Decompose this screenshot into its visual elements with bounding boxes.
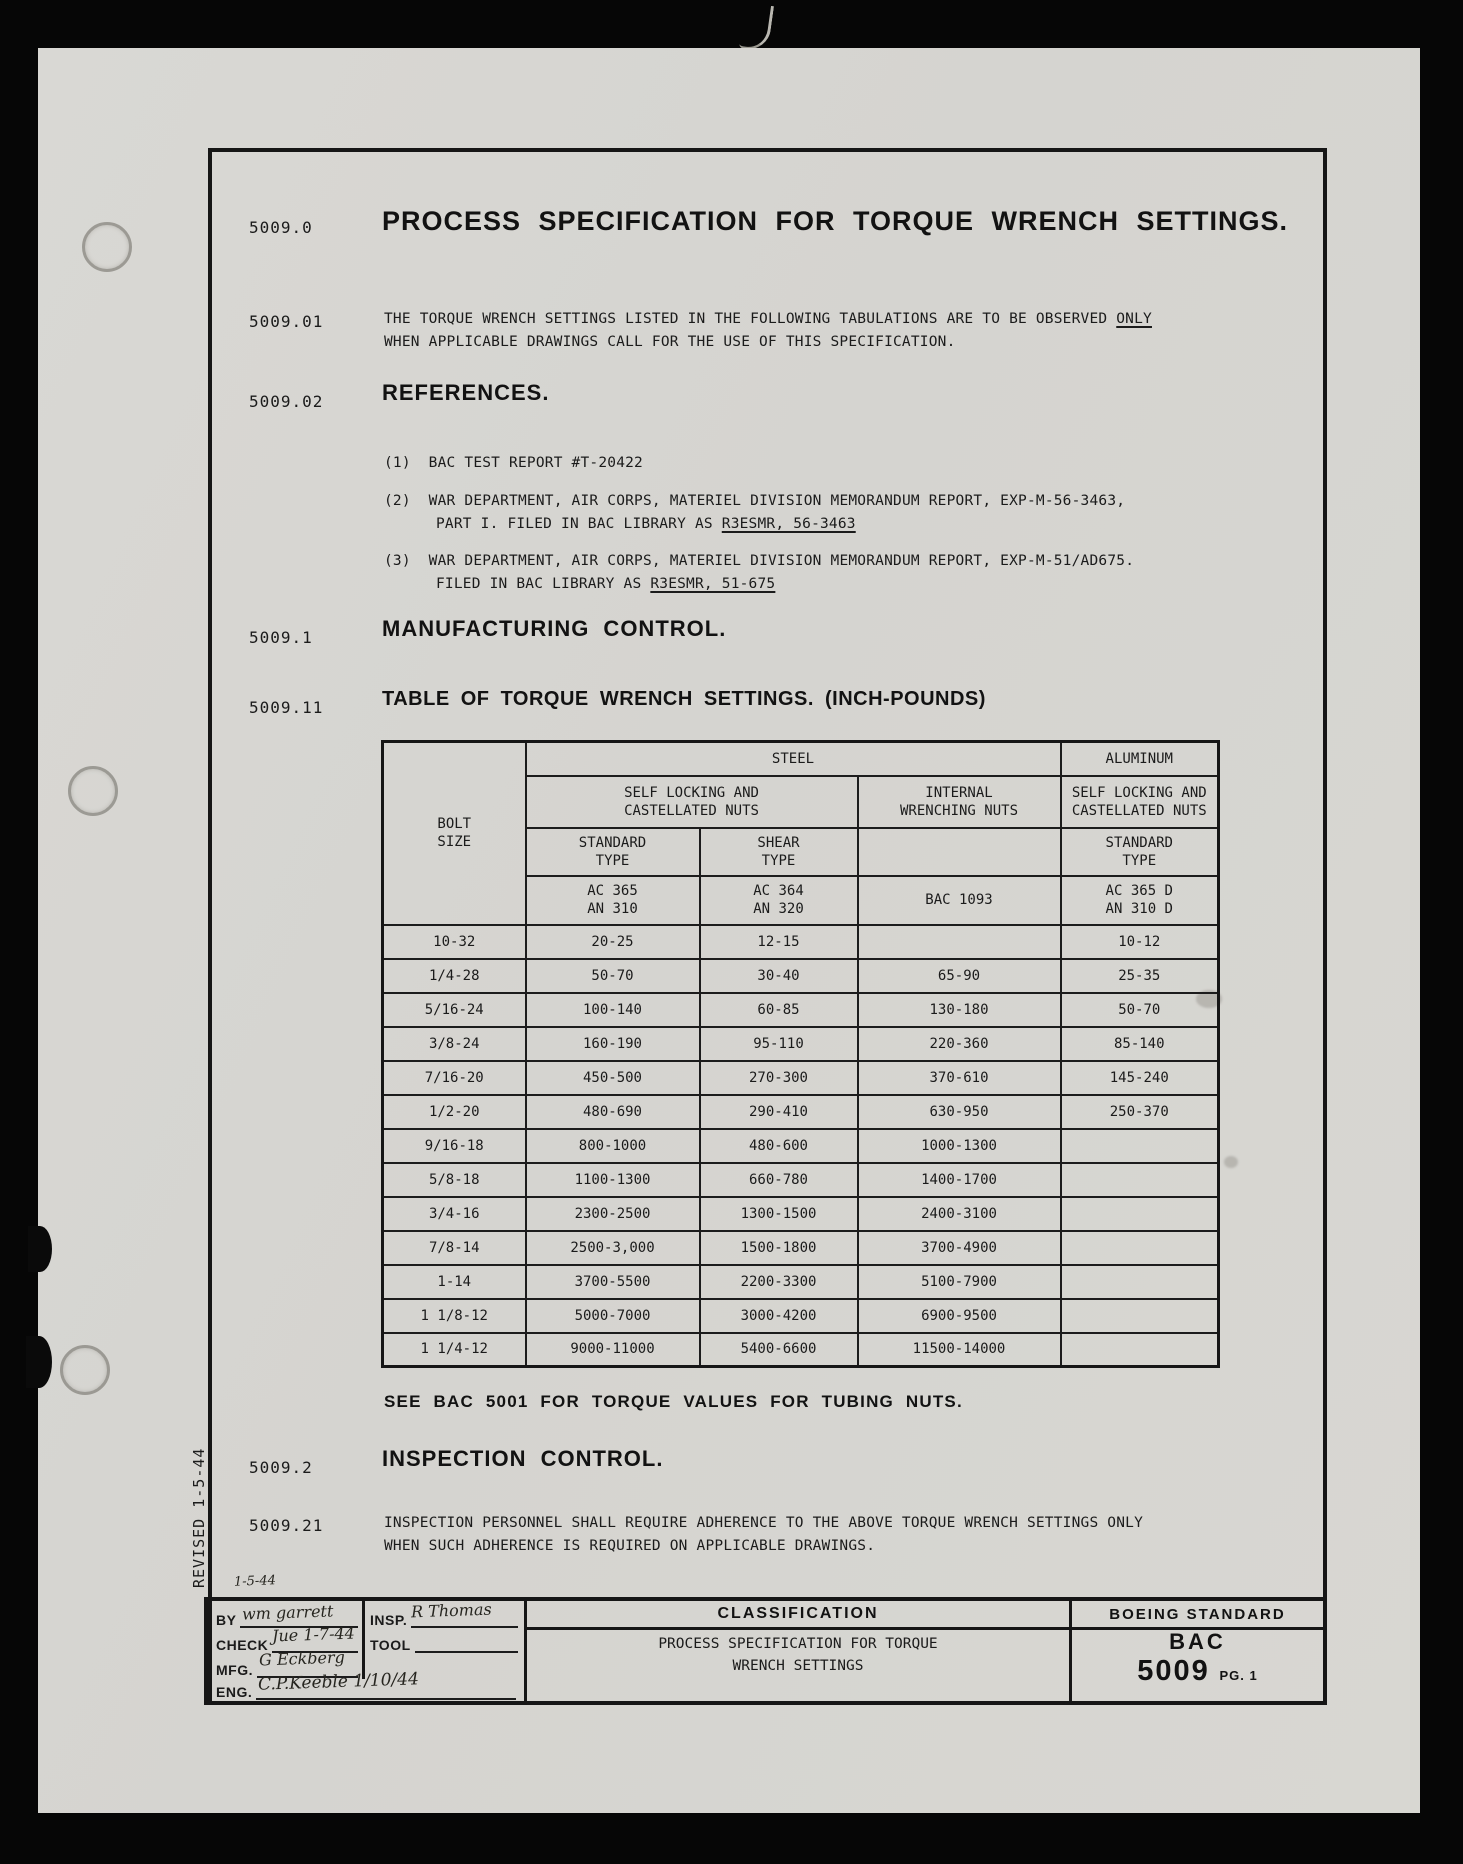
header-line: STANDARD (578, 834, 647, 851)
paragraph-5009-01 (384, 308, 1319, 354)
standard-torque-cell: 2300-2500 (526, 1197, 700, 1231)
bolt-size-cell: 3/4-16 (383, 1197, 526, 1231)
references-heading: REFERENCES. (382, 380, 550, 405)
spec-line: AN 310 (587, 901, 638, 917)
title-block (204, 1597, 1327, 1705)
bolt-size-cell: 5/16-24 (383, 993, 526, 1027)
tubing-nuts-note: SEE BAC 5001 FOR TORQUE VALUES FOR TUBING NUTS. (384, 1392, 963, 1411)
underlined-word: ONLY (1116, 311, 1152, 327)
torque-table-row (383, 1197, 1219, 1231)
shear-torque-cell: 2200-3300 (700, 1265, 858, 1299)
table-header-row-groups (383, 742, 1219, 776)
internal-torque-cell: 5100-7900 (858, 1265, 1061, 1299)
bolt-size-cell: 1/2-20 (383, 1095, 526, 1129)
shear-torque-cell: 1300-1500 (700, 1197, 858, 1231)
standard-torque-cell: 1100-1300 (526, 1163, 700, 1197)
standard-spec-cell (526, 876, 700, 925)
punch-hole-top (82, 222, 132, 272)
shear-torque-cell: 30-40 (700, 959, 858, 993)
shear-torque-cell: 290-410 (700, 1095, 858, 1129)
aluminum-torque-cell: 25-35 (1061, 959, 1219, 993)
boeing-standard-title: BOEING STANDARD (1109, 1605, 1286, 1623)
internal-torque-cell: 130-180 (858, 993, 1061, 1027)
paragraph-text: THE TORQUE WRENCH SETTINGS LISTED IN THE FOLLOWING TABULATIONS ARE TO BE OBSERVED (384, 311, 1117, 327)
classification-line: WRENCH SETTINGS (732, 1658, 864, 1674)
punch-hole-bottom (60, 1345, 110, 1395)
aluminum-torque-cell: 250-370 (1061, 1095, 1219, 1129)
section-number-5009-1: 5009.1 (249, 628, 313, 647)
header-line: BOLT (437, 816, 472, 833)
paragraph-5009-21 (384, 1512, 1319, 1558)
classification-title: CLASSIFICATION (717, 1605, 879, 1622)
standard-torque-cell: 50-70 (526, 959, 700, 993)
standard-torque-cell: 20-25 (526, 925, 700, 959)
standard-torque-cell: 160-190 (526, 1027, 700, 1061)
internal-wrenching-header (858, 776, 1061, 828)
standard-torque-cell: 9000-11000 (526, 1333, 700, 1367)
header-line: TYPE (595, 852, 630, 869)
section-number-5009-21: 5009.21 (249, 1516, 324, 1535)
internal-torque-cell: 3700-4900 (858, 1231, 1061, 1265)
header-line: SIZE (437, 834, 472, 851)
section-number-5009-2: 5009.2 (249, 1458, 313, 1477)
header-line: TYPE (761, 852, 796, 869)
internal-torque-cell: 65-90 (858, 959, 1061, 993)
header-line: CASTELLATED NUTS (624, 802, 759, 819)
torque-table-row (383, 925, 1219, 959)
spec-line: AC 365 D (1105, 883, 1173, 899)
bolt-size-cell: 9/16-18 (383, 1129, 526, 1163)
torque-table-row (383, 959, 1219, 993)
reference-text: WAR DEPARTMENT, AIR CORPS, MATERIEL DIVISION MEMORANDUM REPORT, EXP-M-51/AD675. (428, 553, 1135, 569)
paragraph-line: WHEN APPLICABLE DRAWINGS CALL FOR THE USE OF THIS SPECIFICATION. (384, 334, 956, 350)
spec-line: AN 320 (753, 901, 804, 917)
inspection-control-heading: INSPECTION CONTROL. (382, 1446, 664, 1471)
header-line: INTERNAL (925, 784, 993, 801)
mfg-signature: G Eckberg (258, 1647, 346, 1670)
aluminum-torque-cell: 50-70 (1061, 993, 1219, 1027)
aluminum-torque-cell (1061, 1129, 1219, 1163)
header-line: SHEAR (757, 834, 800, 851)
paragraph-line: WHEN SUCH ADHERENCE IS REQUIRED ON APPLICABLE DRAWINGS. (384, 1538, 876, 1554)
shear-torque-cell: 12-15 (700, 925, 858, 959)
aluminum-torque-cell: 145-240 (1061, 1061, 1219, 1095)
reference-line (384, 550, 1329, 573)
header-line: SELF LOCKING AND (1071, 784, 1207, 801)
reference-line (384, 573, 1329, 596)
torque-table-row (383, 1231, 1219, 1265)
table-heading: TABLE OF TORQUE WRENCH SETTINGS. (INCH-POUNDS) (382, 688, 986, 710)
punch-hole-middle (68, 766, 118, 816)
header-line: CASTELLATED NUTS (1071, 802, 1207, 819)
standard-page: PG. 1 (1219, 1668, 1258, 1683)
insp-signature-line (410, 1599, 518, 1628)
tool-label: TOOL (370, 1637, 411, 1653)
torque-table-row (383, 1265, 1219, 1299)
scan-artifact-edge-blob (26, 1336, 52, 1388)
section-number-5009-0: 5009.0 (249, 218, 313, 237)
aluminum-standard-type-header (1061, 828, 1219, 876)
classification-box (527, 1601, 1069, 1701)
standard-number-block (1072, 1629, 1323, 1688)
revised-note: REVISED 1-5-44 (190, 1447, 208, 1588)
paragraph-line (384, 308, 1319, 331)
standard-torque-cell: 480-690 (526, 1095, 700, 1129)
internal-torque-cell: 1400-1700 (858, 1163, 1061, 1197)
by-signature: wm garrett (242, 1601, 335, 1624)
torque-table-row (383, 1299, 1219, 1333)
section-number-5009-01: 5009.01 (249, 312, 324, 331)
torque-table-row (383, 1061, 1219, 1095)
standard-torque-cell: 450-500 (526, 1061, 700, 1095)
scan-artifact-edge-blob (28, 1226, 52, 1272)
internal-torque-cell: 220-360 (858, 1027, 1061, 1061)
aluminum-torque-cell (1061, 1299, 1219, 1333)
standard-number: 5009 (1137, 1655, 1210, 1687)
bolt-size-cell: 5/8-18 (383, 1163, 526, 1197)
shear-torque-cell: 5400-6600 (700, 1333, 858, 1367)
reference-text: FILED IN BAC LIBRARY AS (436, 576, 651, 592)
tool-row (370, 1628, 518, 1653)
page-title: PROCESS SPECIFICATION FOR TORQUE WRENCH SETTINGS. (382, 206, 1289, 236)
header-line: TYPE (1122, 852, 1157, 869)
reference-item-1 (384, 452, 1329, 475)
shear-torque-cell: 3000-4200 (700, 1299, 858, 1333)
standard-code: BAC (1169, 1629, 1226, 1654)
tool-signature-line (415, 1629, 518, 1653)
standard-type-header (526, 828, 700, 876)
scan-artifact-top-squiggle (739, 2, 774, 52)
eng-signature: C.P.Keeble 1/10/44 (257, 1669, 420, 1695)
by-label: BY (216, 1612, 237, 1628)
shear-torque-cell: 480-600 (700, 1129, 858, 1163)
reference-text: BAC TEST REPORT #T-20422 (428, 455, 643, 471)
manufacturing-control-heading: MANUFACTURING CONTROL. (382, 616, 727, 641)
internal-spec-cell: BAC 1093 (858, 876, 1061, 925)
spec-line: AC 364 (753, 883, 804, 899)
standard-torque-cell: 3700-5500 (526, 1265, 700, 1299)
classification-header (527, 1601, 1069, 1630)
internal-torque-cell: 370-610 (858, 1061, 1061, 1095)
steel-group-header: STEEL (526, 742, 1061, 776)
bolt-size-cell: 7/16-20 (383, 1061, 526, 1095)
check-signature: Jue 1-7-44 (271, 1623, 356, 1646)
spec-line: AN 310 D (1105, 901, 1173, 917)
reference-text: WAR DEPARTMENT, AIR CORPS, MATERIEL DIVISION MEMORANDUM REPORT, EXP-M-56-3463, (428, 493, 1126, 509)
content-frame (208, 148, 1327, 1705)
torque-table-row (383, 1095, 1219, 1129)
header-line: WRENCHING NUTS (900, 802, 1019, 819)
torque-settings-table (381, 740, 1220, 1368)
aluminum-torque-cell: 85-140 (1061, 1027, 1219, 1061)
aluminum-spec-cell (1061, 876, 1219, 925)
header-line: SELF LOCKING AND (624, 784, 759, 801)
reference-label: (2) (384, 493, 411, 509)
check-label: CHECK (216, 1637, 269, 1653)
insp-signature: R Thomas (410, 1599, 493, 1622)
reference-item-2 (384, 490, 1329, 536)
standard-number-line (1072, 1655, 1323, 1688)
eng-signature-line (256, 1669, 516, 1700)
internal-torque-cell: 630-950 (858, 1095, 1061, 1129)
aluminum-torque-cell (1061, 1333, 1219, 1367)
insp-label: INSP. (370, 1612, 408, 1628)
aluminum-torque-cell (1061, 1197, 1219, 1231)
divider (362, 1601, 365, 1679)
internal-torque-cell: 1000-1300 (858, 1129, 1061, 1163)
internal-torque-cell: 6900-9500 (858, 1299, 1061, 1333)
shear-torque-cell: 660-780 (700, 1163, 858, 1197)
shear-type-header (700, 828, 858, 876)
classification-line: PROCESS SPECIFICATION FOR TORQUE (658, 1636, 938, 1652)
boeing-standard-header (1072, 1601, 1323, 1630)
bolt-size-cell: 7/8-14 (383, 1231, 526, 1265)
self-locking-header (526, 776, 858, 828)
reference-item-3 (384, 550, 1329, 596)
eng-label: ENG. (216, 1684, 253, 1700)
handwritten-date: 1-5-44 (233, 1573, 277, 1590)
standard-torque-cell: 2500-3,000 (526, 1231, 700, 1265)
shear-torque-cell: 60-85 (700, 993, 858, 1027)
internal-torque-cell (858, 925, 1061, 959)
bolt-size-header (383, 742, 526, 925)
reference-label: (3) (384, 553, 411, 569)
shear-torque-cell: 270-300 (700, 1061, 858, 1095)
internal-type-blank-cell (858, 828, 1061, 876)
bolt-size-cell: 1/4-28 (383, 959, 526, 993)
torque-table-row (383, 1163, 1219, 1197)
section-number-5009-11: 5009.11 (249, 698, 324, 717)
shear-torque-cell: 95-110 (700, 1027, 858, 1061)
boeing-standard-box (1072, 1601, 1323, 1701)
reference-text: PART I. FILED IN BAC LIBRARY AS (436, 516, 722, 532)
reference-filing-code: R3ESMR, 51-675 (650, 576, 776, 592)
classification-content (527, 1633, 1069, 1677)
reference-filing-code: R3ESMR, 56-3463 (721, 516, 856, 532)
aluminum-self-locking-header (1061, 776, 1219, 828)
aluminum-group-header: ALUMINUM (1061, 742, 1219, 776)
spec-line: AC 365 (587, 883, 638, 899)
reference-label: (1) (384, 455, 411, 471)
torque-table-row (383, 1129, 1219, 1163)
bolt-size-cell: 1 1/4-12 (383, 1333, 526, 1367)
aluminum-torque-cell: 10-12 (1061, 925, 1219, 959)
bolt-size-cell: 1-14 (383, 1265, 526, 1299)
reference-line (384, 513, 1329, 536)
aluminum-torque-cell (1061, 1231, 1219, 1265)
standard-torque-cell: 100-140 (526, 993, 700, 1027)
paragraph-line: INSPECTION PERSONNEL SHALL REQUIRE ADHERENCE TO THE ABOVE TORQUE WRENCH SETTINGS ONLY (384, 1515, 1144, 1531)
standard-torque-cell: 800-1000 (526, 1129, 700, 1163)
aluminum-torque-cell (1061, 1265, 1219, 1299)
shear-torque-cell: 1500-1800 (700, 1231, 858, 1265)
shear-spec-cell (700, 876, 858, 925)
bolt-size-cell: 10-32 (383, 925, 526, 959)
paper-sheet (38, 48, 1420, 1813)
insp-row (370, 1599, 518, 1628)
standard-torque-cell: 5000-7000 (526, 1299, 700, 1333)
bolt-size-cell: 1 1/8-12 (383, 1299, 526, 1333)
internal-torque-cell: 11500-14000 (858, 1333, 1061, 1367)
torque-table-row (383, 993, 1219, 1027)
torque-table-row (383, 1027, 1219, 1061)
reference-line (384, 490, 1329, 513)
section-number-5009-02: 5009.02 (249, 392, 324, 411)
internal-torque-cell: 2400-3100 (858, 1197, 1061, 1231)
bolt-size-cell: 3/8-24 (383, 1027, 526, 1061)
mfg-label: MFG. (216, 1662, 253, 1678)
torque-table-row (383, 1333, 1219, 1367)
header-line: STANDARD (1105, 834, 1173, 851)
aluminum-torque-cell (1061, 1163, 1219, 1197)
